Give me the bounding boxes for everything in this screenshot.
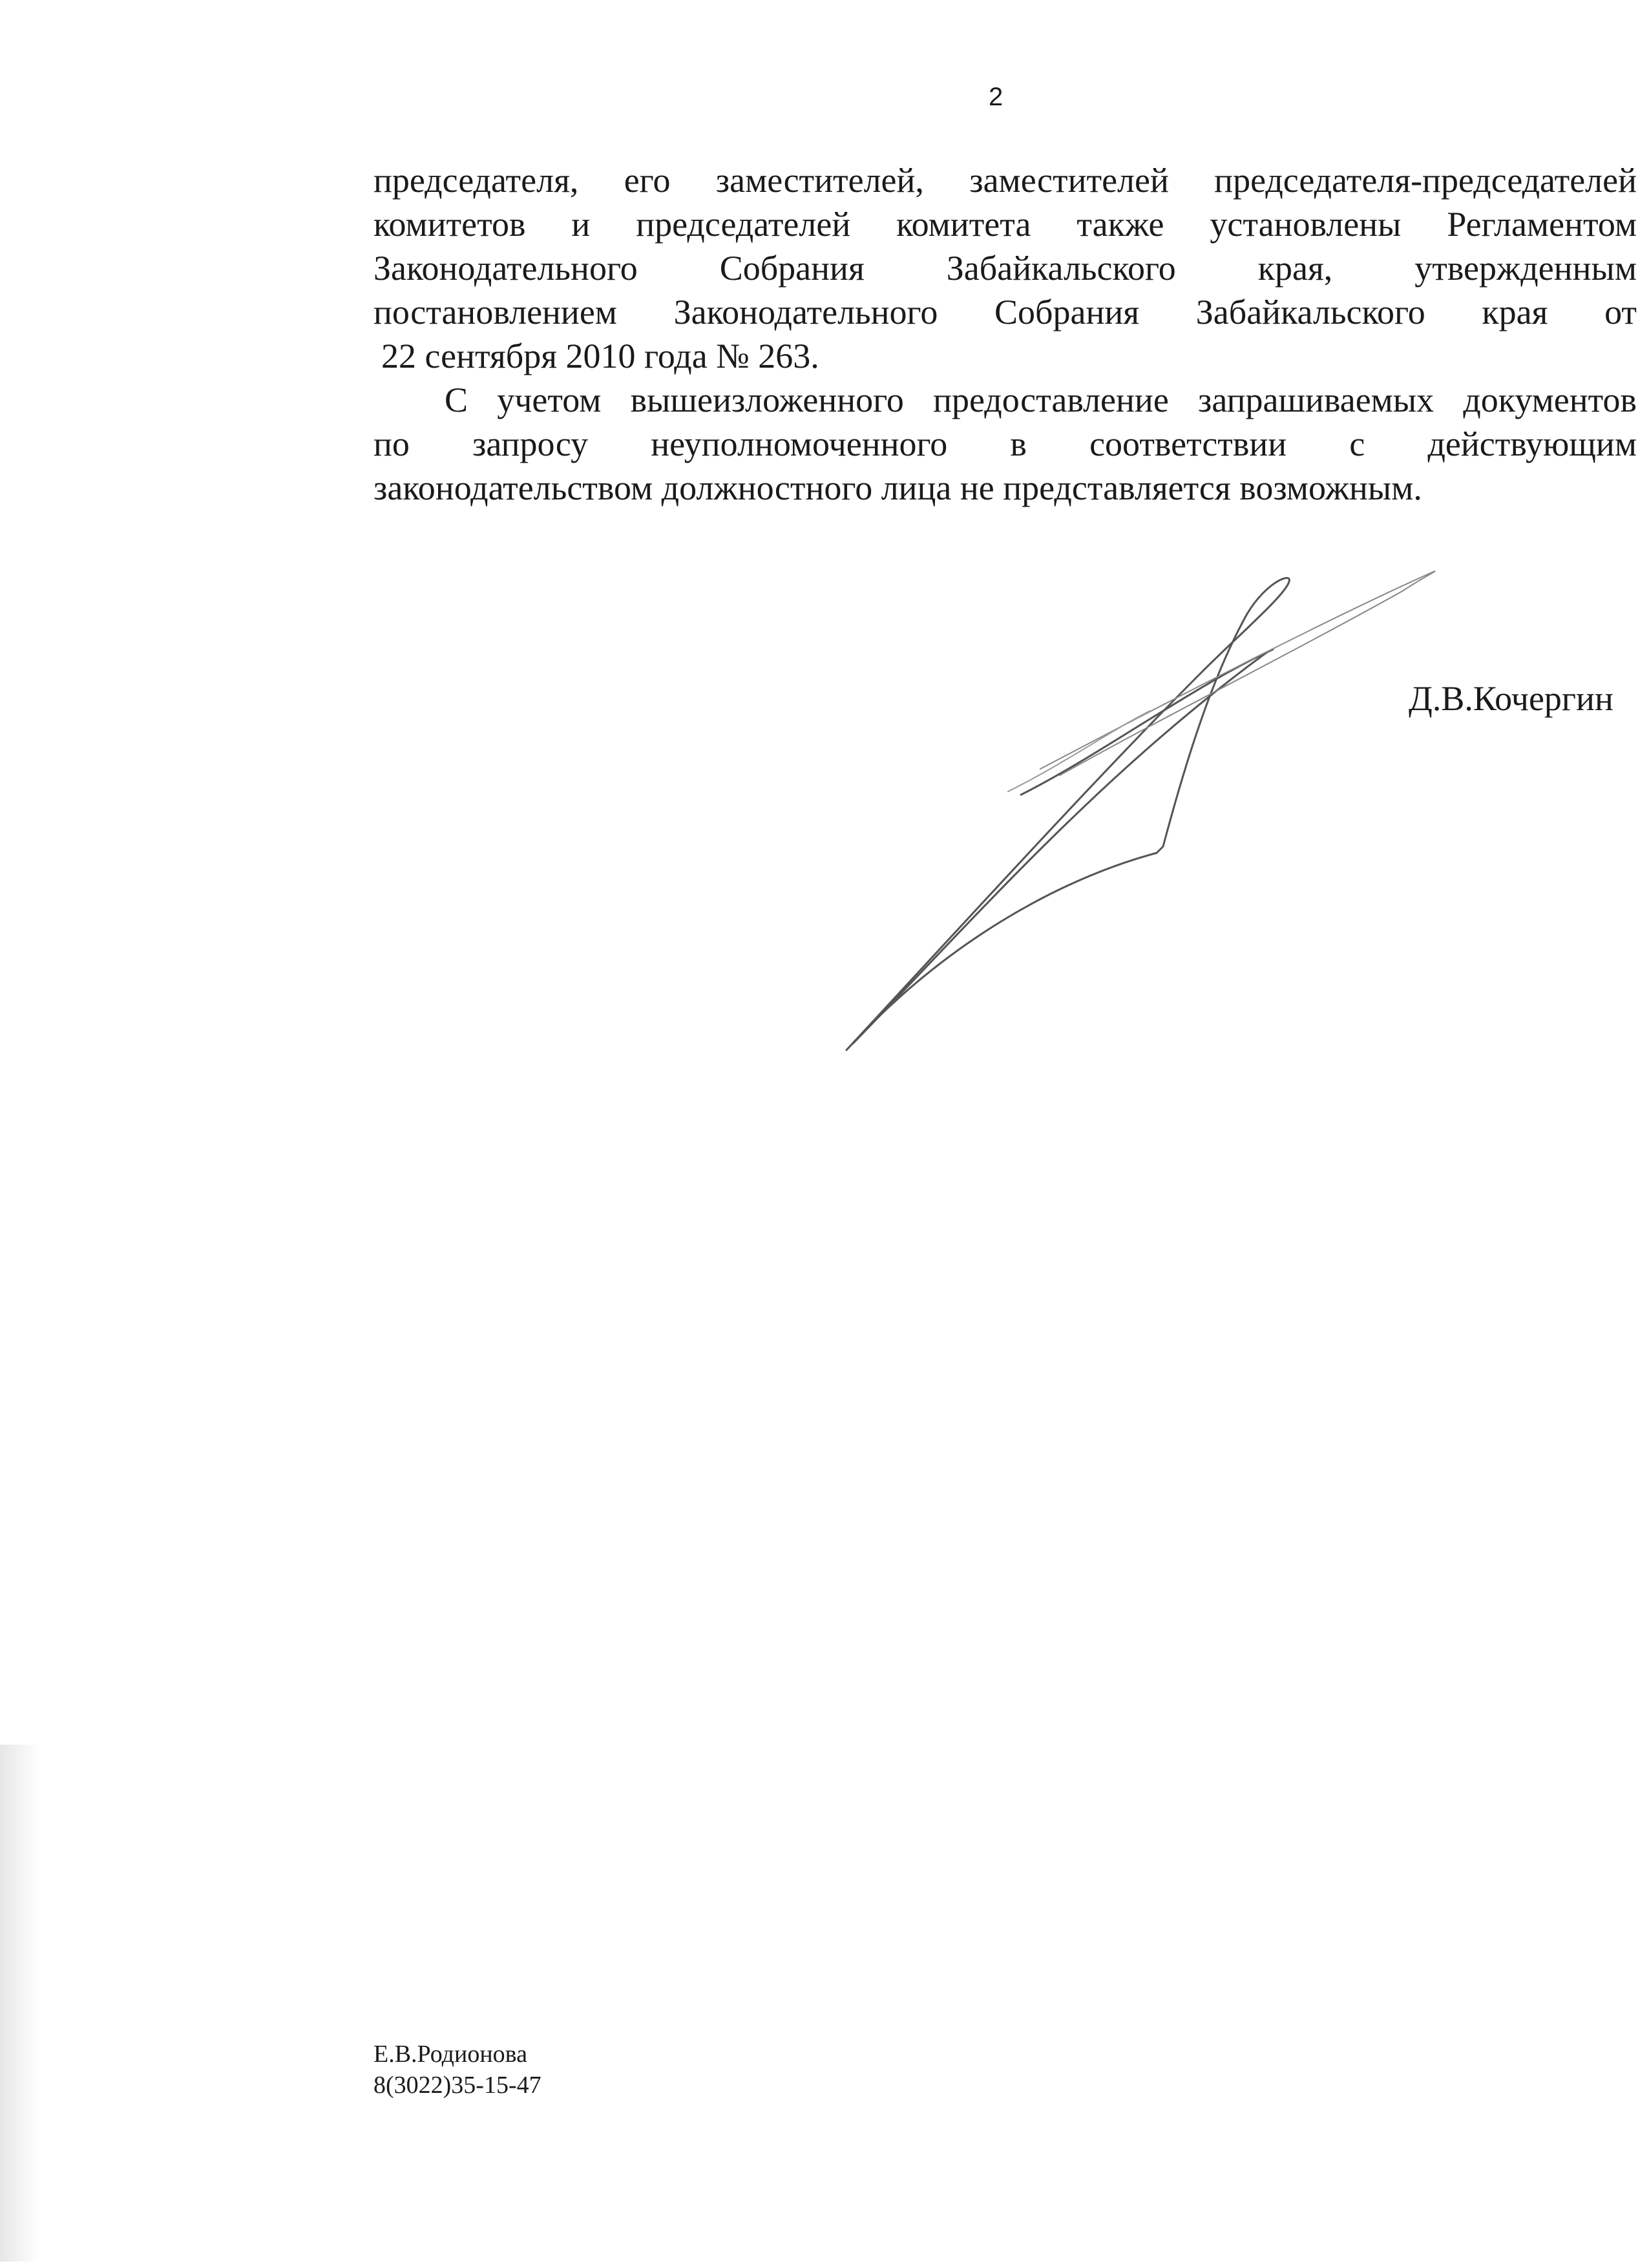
body-line: по запросу неуполномоченного в соответствии с действующим: [373, 425, 1637, 463]
executor-name: Е.В.Родионова: [373, 2041, 527, 2068]
body-line: законодательством должностного лица не представляется возможным.: [373, 468, 1422, 507]
page-number: 2: [989, 83, 1003, 111]
body-line: 22 сентября 2010 года № 263.: [381, 337, 819, 375]
signatory-name: Д.В.Кочергин: [1409, 679, 1613, 718]
body-line: постановлением Законодательного Собрания Забайкальского края от: [373, 293, 1637, 331]
executor-phone: 8(3022)35-15-47: [373, 2072, 541, 2099]
letter-body: [373, 158, 1637, 510]
scan-edge-shadow: [0, 1745, 39, 2262]
body-line: председателя, его заместителей, заместителей председателя-председателей: [373, 161, 1637, 200]
executor-info: [373, 2039, 541, 2101]
body-line: Законодательного Собрания Забайкальского края, утвержденным: [373, 249, 1637, 288]
body-line: комитетов и председателей комитета также установлены Регламентом: [373, 205, 1637, 244]
body-line: С учетом вышеизложенного предоставление запрашиваемых документов: [445, 381, 1637, 419]
